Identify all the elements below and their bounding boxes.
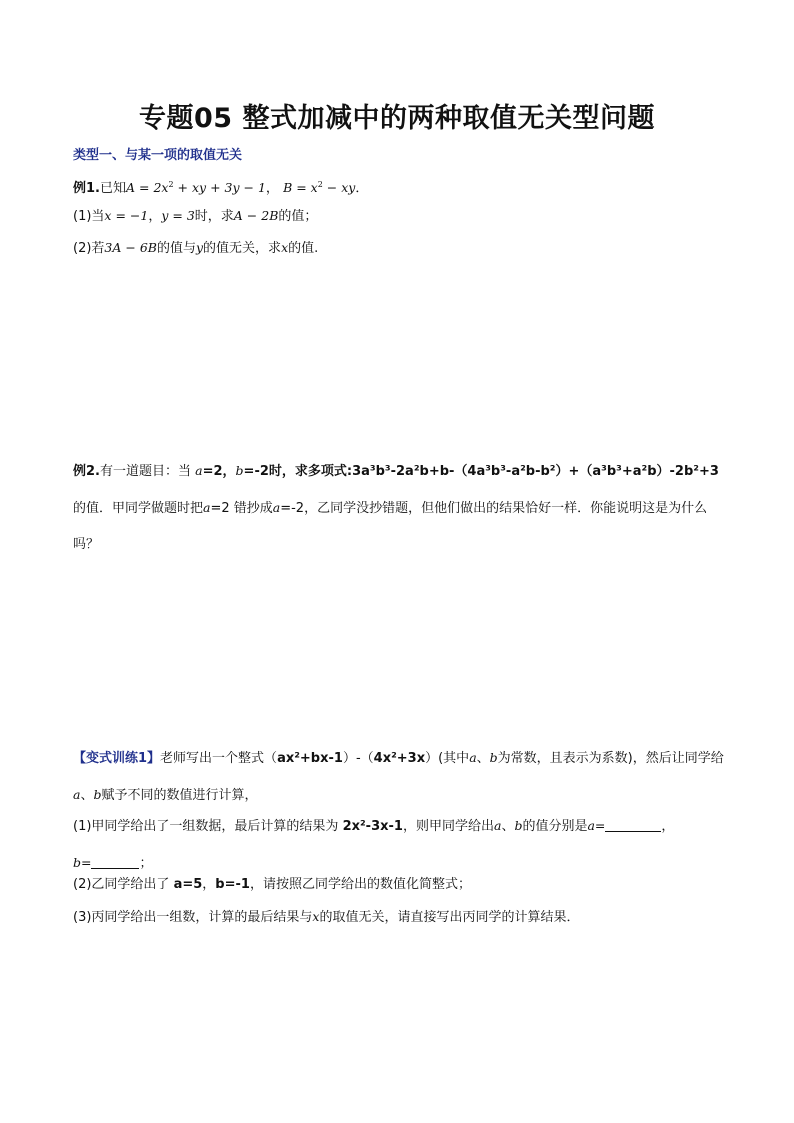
variant1-question-3: (3)丙同学给出一组数，计算的最后结果与x的取值无关，请直接写出丙同学的计算结果． (73, 909, 580, 925)
variant1-question-2: (2)乙同学给出了 a=5，b=-1，请按照乙同学给出的数值化简整式； (73, 877, 471, 892)
variant1-label: 【变式训练1】 (73, 751, 161, 766)
example1-label: 例1. (73, 181, 100, 196)
answer-blank-a[interactable] (605, 818, 661, 832)
example1-question-2: (2)若3A − 6B的值与y的值无关，求x的值. (73, 240, 319, 256)
example2-label: 例2. (73, 464, 100, 479)
page-title: 专题05 整式加减中的两种取值无关型问题 (139, 103, 655, 134)
answer-blank-b[interactable] (91, 855, 139, 869)
example1-statement: 例1.已知$A = 2x^2$ + xy + 3y − 1， $B = x^2$ − xy． (73, 180, 369, 196)
example2-statement: 例2.有一道题目：当 a=2，b=-2时，求多项式:3a³b³-2a²b+b-（4a³b³-a²b-b²）+（a³b³+a²b）-2b²+3的值．甲同学做题时把a=2 错抄成a=-2，乙同学没抄错题，但他们做出的结果恰好一样．你能说明这是为什么吗？ (73, 463, 719, 552)
section-heading: 类型一、与某一项的取值无关 (73, 148, 243, 163)
polynomial: 3a³b³-2a²b+b-（4a³b³-a²b-b²）+（a³b³+a²b）-2b²+3 (352, 464, 719, 479)
example1-question-1: (1)当x = −1，y = 3时，求A − 2B的值； (73, 208, 318, 224)
variant1-statement: 【变式训练1】老师写出一个整式（ax²+bx-1）-（4x²+3x）(其中a、b为常数，且表示为系数)，然后让同学给a、b赋予不同的数值进行计算， (73, 750, 724, 803)
variant1-question-1: (1)甲同学给出了一组数据，最后计算的结果为 2x²-3x-1，则甲同学给出a、b的值分别是a= ， b= ； (73, 818, 675, 871)
